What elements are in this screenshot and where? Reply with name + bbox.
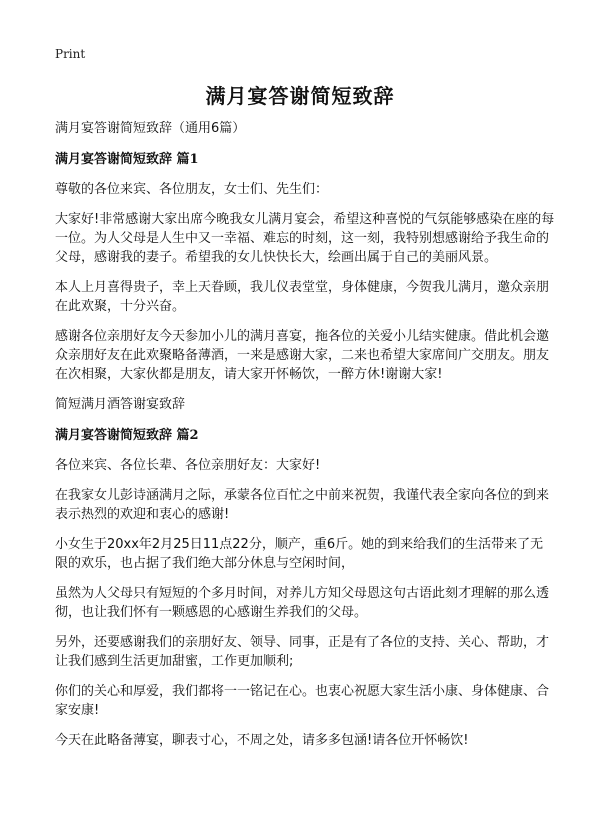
section-heading-1: 满月宴答谢简短致辞 篇1 — [55, 152, 199, 167]
paragraph: 大家好!非常感谢大家出席今晚我女儿满月宴会，希望这种喜悦的气氛能够感染在座的每一位。为人父母是人生中又一幸福、难忘的时刻，这一刻，我特别想感谢给予我生命的父母，感谢我的妻子。希望我的女儿快快长大，绘画出属于自己的美丽风景。 — [55, 212, 555, 265]
document-subtitle: 满月宴答谢简短致辞（通用6篇） — [55, 121, 246, 136]
paragraph: 尊敬的各位来宾、各位朋友，女士们、先生们： — [55, 182, 329, 197]
paragraph: 在我家女儿彭诗涵满月之际，承蒙各位百忙之中前来祝贺，我谨代表全家向各位的到来表示热烈的欢迎和衷心的感谢! — [55, 488, 550, 522]
print-link[interactable]: Print — [55, 47, 86, 61]
paragraph: 小女生于20xx年2月25日11点22分，顺产，重6斤。她的到来给我们的生活带来了无限的欢乐，也占据了我们绝大部分休息与空闲时间， — [55, 537, 544, 571]
paragraph: 感谢各位亲朋好友今天参加小儿的满月喜宴，拖各位的关爱小儿结实健康。借此机会邀众亲朋好友在此欢聚略备薄酒，一来是感谢大家，二来也希望大家席间广交朋友。朋友在次相聚，大家伙都是朋友，请大家开怀畅饮，一醉方休!谢谢大家! — [55, 329, 550, 382]
paragraph: 你们的关心和厚爱，我们都将一一铭记在心。也衷心祝愿大家生活小康、身体健康、合家安康! — [55, 684, 550, 718]
paragraph: 各位来宾、各位长辈、各位亲朋好友：大家好! — [55, 458, 321, 473]
paragraph: 另外，还要感谢我们的亲朋好友、领导、同事，正是有了各位的支持、关心、帮助，才让我们感到生活更加甜蜜，工作更加顺利; — [55, 635, 550, 669]
paragraph: 虽然为人父母只有短短的个多月时间，对养儿方知父母恩这句古语此刻才理解的那么透彻，也让我们怀有一颗感恩的心感谢生养我们的父母。 — [55, 586, 550, 620]
document-body — [55, 119, 555, 761]
section-heading-2: 满月宴答谢简短致辞 篇2 — [55, 428, 199, 443]
paragraph: 今天在此略备薄宴，聊表寸心，不周之处，请多多包涵!请各位开怀畅饮! — [55, 733, 469, 748]
related-article-link[interactable]: 简短满月酒答谢宴致辞 — [55, 397, 186, 412]
paragraph: 本人上月喜得贵子，幸上天眷顾，我儿仪表堂堂，身体健康，今贺我儿满月，邀众亲朋在此欢聚，十分兴奋。 — [55, 280, 550, 314]
page-title: 满月宴答谢简短致辞 — [205, 84, 395, 108]
